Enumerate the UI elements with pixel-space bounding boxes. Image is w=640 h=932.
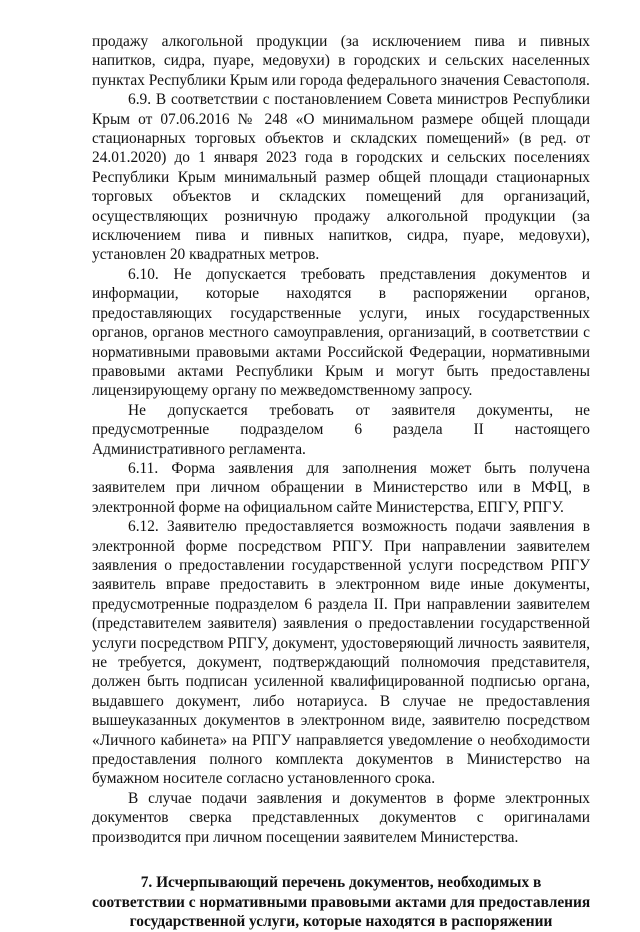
paragraph-6-9: 6.9. В соответствии с постановлением Совета министров Республики Крым от 07.06.2016 № 248 «О минимальном размере общей площади стационарных торговых объектов и складских помещений» (в ред. от 24.01.2020) до 1 января 2023 года в городских и сельских поселениях Республики Крым минимальный размер общей площади стационарных торговых объектов и складских помещений для организаций, осуществляющих розничную продажу алкогольной продукции (за исключением пива и пивных напитков, сидра, пуаре, медовухи), установлен 20 квадратных метров.	[92, 91, 590, 264]
paragraph-6-12-b: В случае подачи заявления и документов в форме электронных документов сверка представленных документов с оригиналами производится при личном посещении заявителем Министерства.	[92, 789, 590, 846]
paragraph-6-11: 6.11. Форма заявления для заполнения может быть получена заявителем при личном обращении в Министерство или в МФЦ, в электронной форме на официальном сайте Министерства, ЕПГУ, РПГУ.	[92, 459, 590, 516]
section-heading-line: соответствии с нормативными правовыми актами для предоставления	[92, 893, 591, 911]
paragraph-continuation: продажу алкогольной продукции (за исключением пива и пивных напитков, сидра, пуаре, медовухи) в городских и сельских населенных пунктах Республики Крым или города федерального значения Севастополя.	[92, 33, 590, 89]
paragraph-6-10-b: Не допускается требовать от заявителя документы, не предусмотренные подразделом 6 раздела II настоящего Административного регламента.	[92, 401, 590, 458]
paragraph-6-10: 6.10. Не допускается требовать представления документов и информации, которые находятся в распоряжении органов, предоставляющих государственные услуги, иных государственных органов, органов местного самоуправления, организаций, в соответствии с нормативными правовыми актами Российской Федерации, нормативными правовыми актами Республики Крым и могут быть предоставлены лицензирующему органу по межведомственному запросу.	[92, 265, 590, 400]
section-heading	[92, 873, 590, 932]
document-body	[92, 32, 590, 847]
paragraph-6-12: 6.12. Заявителю предоставляется возможность подачи заявления в электронной форме посредством РПГУ. При направлении заявителем заявления о предоставлении государственной услуги посредством РПГУ заявитель вправе предоставить в электронном виде иные документы, предусмотренные подразделом 6 раздела II. При направлении заявителем (представителем заявителя) заявления о предоставлении государственной услуги посредством РПГУ, документ, удостоверяющий личность заявителя, не требуется, документ, подтверждающий полномочия представителя, должен быть подписан усиленной квалифицированной подписью органа, выдавшего документ, либо нотариуса. В случае не предоставления вышеуказанных документов в электронном виде, заявителю посредством «Личного кабинета» на РПГУ направляется уведомление о необходимости предоставления полного комплекта документов в Министерство на бумажном носителе согласно установленного срока.	[92, 518, 590, 788]
section-heading-line: 7. Исчерпывающий перечень документов, необходимых в	[140, 874, 542, 892]
section-heading-line: государственной услуги, которые находятся в распоряжении	[129, 913, 553, 931]
